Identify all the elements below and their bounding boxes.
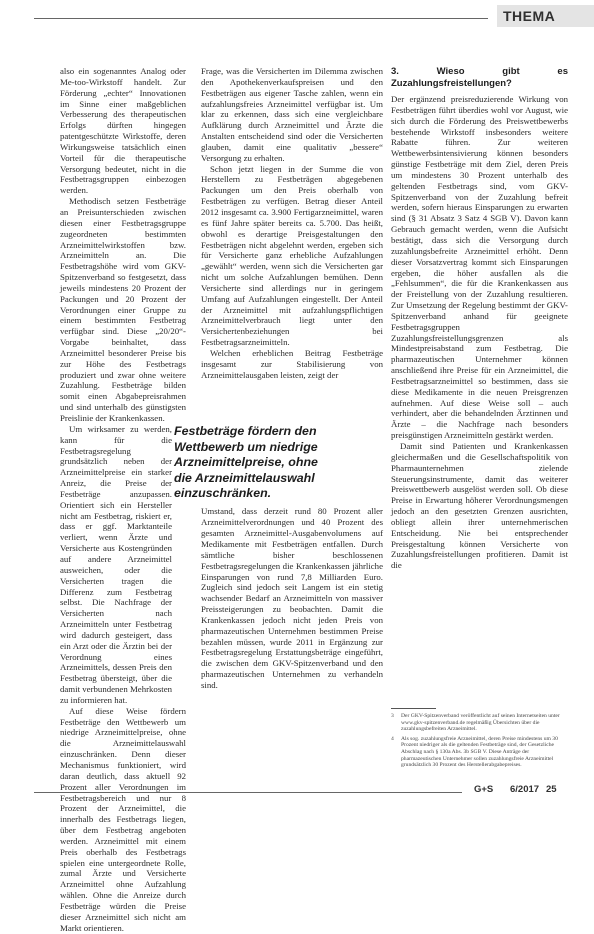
footnote-number: 3 xyxy=(391,713,394,719)
column-right xyxy=(391,66,568,571)
pull-quote: Festbeträge fördern den Wettbewerb um niedrige Arzneimittelpreise, ohne die Arzneimittelauswahl einzuschränken. xyxy=(174,424,318,500)
column-left xyxy=(60,66,186,934)
footnote-number: 4 xyxy=(391,735,394,742)
footnote-rule xyxy=(391,708,436,709)
paragraph: Frage, was die Versicherten im Dilemma zwischen den Apothekenverkaufspreisen und den Festbeträgen aus eigener Tasche zahlen, wenn ein aufzahlungsfreies Arzneimittel verfügbar ist. Um klar zu erkennen, dass sich eine vergleichbare Aufklärung durch Arzneimittel und Ärzte die Anstalten entscheidend sind oder die Versicherten glauben, damit eine qualitativ „bessere“ Versorgung zu erhalten. xyxy=(201,66,383,163)
footer-rule xyxy=(34,792,462,793)
footnote-text: Der GKV-Spitzenverband veröffentlicht auf seinen Internetseiten unter www.gkv-spitzenverband.de regelmäßig Übersichten über die zuzahlungsbefreiten Arzneimittel. xyxy=(401,713,560,733)
paragraph: Der ergänzend preisreduzierende Wirkung von Festbeträgen führt überdies wohl vor August, wie sich durch die Förderung des Preiswettbewerbs bestehende Wirkstoff insbesonders weitere Rabatte führen. Zur weiteren Wettbewerbsintensivierung können besonders günstige Festbeträge mit dem Ziel, deren Preis um mindestens 30 Prozent unterhalb des geltenden Festbetrags sind, vom GKV-Spitzenverband von der Zuzahlung befreit werden, sofern hieraus Einsparungen zu erwarten sind (§ 31 Absatz 3 Satz 4 SGB V). Davon kann Gebrauch gemacht werden, wenn die Aufsicht bestätigt, dass sich die Versorgung durch zuzahlungsbefreite Arzneimittel erhöht. Denn dieser Vorsatzvertrag kommt sich Einsparungen ergeben, die höher ausfallen als die „Fehlsummen“, die für die Krankenkassen aus der Freistellung von der Zuzahlung resultieren. Zur Umsetzung der Regelung bestimmt der GKV-Spitzenverband anhand für geeignete Festbetragsgruppen Zuzahlungsfreistellungsgrenzen als Mindestpreisabstand zum Festbetrag. Die pharmazeutischen Unternehmer können anschließend ihre Preise für ein Arzneimittel, die Festbetragsarzneimittel so bestimmen, dass sie diese Medikamente in die neuen Preisgrenzen aufnehmen. Auf diese Weise soll – auch verhindert, aber die behandelnden Ärztinnen und Ärzte – die Nachfrage nach besonders preisgünstigen Arzneimitteln gestärkt werden. xyxy=(391,94,568,441)
paragraph: Umstand, dass derzeit rund 80 Prozent aller Arzneimittelverordnungen und 40 Prozent des gesamten Arzneimittel-Ausgabenvolumens auf Medikamente mit Festbeträgen entfallen. Durch sämtliche bisher beschlossenen Festbetragsregelungen die Krankenkassen jährliche Einsparungen von rund 7,8 Milliarden Euro. Zugleich sind jedoch seit Langem ist ein stetig wachsender Bedarf an Arzneimitteln von massiver Preissteigerungen zu beobachten. Damit die Krankenkassen jedoch nicht jeden Preis von pharmazeutischen Unternehmen bestimmen Preise bezahlen müssen, wurde 2011 in Ergänzung zur Festbetragsregelung Erstattungsbeträge eingeführt, die zwischen dem GKV-Spitzenverband und den pharmazeutischen Unternehmen zu verhandeln sind. xyxy=(201,506,383,690)
journal-logo: G+S xyxy=(474,784,494,795)
column-middle xyxy=(201,66,383,691)
footnote xyxy=(391,713,568,733)
footnotes xyxy=(391,713,568,772)
footnote xyxy=(391,736,568,769)
paragraph: Um wirksamer zu werden, kann für die Festbetragsregelung grundsätzlich neben der Arzneimittelpreise ein starker Anreiz, die Preise der Festbeträge anzupassen. Orientiert sich ein Hersteller nicht am Festbetrag, riskiert er, dass er ggf. Marktanteile verliert, wenn Ärzte und Versicherte aus Kostengründen auf andere Arzneimittel ausweichen, oder die Versicherten tragen die Differenz zum Festbetrag selbst. Die Nachfrage der Versicherten nach Arzneimitteln unter Festbetrag wird dadurch gesteigert, dass ein Arzt oder die Ärztin bei der Verordnung eines Arzneimittels, dessen Preis den Festbetrag übersteigt, über die damit verbundenen Mehrkosten zu informieren hat. xyxy=(60,423,172,705)
header-rule xyxy=(34,18,488,19)
paragraph: Damit sind Patienten und Krankenkassen gleichermaßen und die Gesellschaftspolitik von Pharmaunternehmen zielende Steuerungsinstrumente, damit das weiterer Preiswettbewerb ausgelöst werden soll. Ob diese Preise in Erwartung höherer Verordnungsmengen jedoch an den gesetzten Grenzen ausrichten, obliegt allein ihrer unternehmerischen Entscheidung. Nie bei entsprechender Preisgestaltung können Versicherte von Zuzahlungsfreistellungen profitieren. Damit ist die xyxy=(391,441,568,571)
paragraph: Welchen erheblichen Beitrag Festbeträge insgesamt zur Stabilisierung von Arzneimittelausgaben leisten, zeigt der xyxy=(201,347,383,380)
footnote-text: Als sog. zuzahlungsfreie Arzneimittel, deren Preise mindestens um 30 Prozent niedriger als die geltenden Festbeträge sind, der Gesetzliche Abschlag nach § 130a Abs. 3b SGB V. Diese Anträge der pharmazeutischen Unternehmer sollen zuzahlungsfreie Arzneimittel grundsätzlich 30 Prozent des Herstellerabgabepreises. xyxy=(401,735,558,769)
section-heading: 3. Wieso gibt es Zuzahlungsfreistellungen? xyxy=(391,66,568,89)
paragraph: Methodisch setzen Festbeträge an Preisunterschieden zwischen diesen einer Festbetragsgruppe zugeordneten bestimmten Arzneimittelwirkstoffen bzw. Arzneimitteln an. Die Festbetragshöhe wird vom GKV-Spitzenverband so festgesetzt, dass jeweils mindestens 20 Prozent der Packungen und 20 Prozent der Verordnungen einer Gruppe zu einem bestimmten Festbetrag verfügbar sind. Diese „20/20“-Vorgabe beinhaltet, dass Arzneimittel besonderer Preise bis zur Höhe des Festbetrags produziert und zwar ohne weitere Zuzahlung. Festbeträge bilden somit einen Abgabepreisrahmen und sind unterhalb des günstigsten Preislinie der Krankenkassen. xyxy=(60,196,186,423)
page-number: 25 xyxy=(546,784,557,795)
paragraph: also ein sogenanntes Analog oder Me-too-Wirkstoff handelt. Zur Förderung „echter“ Innovationen im Sinne einer maßgeblichen Verbesserung des therapeutischen Erfolgs dürften hingegen patentgeschützte Wirkstoffe, deren Wirkungsweise tatsächlich einen Vorteil für die therapeutische Versorgung bedeutet, nicht in die Festbetragsgruppen einbezogen werden. xyxy=(60,66,186,196)
paragraph: Schon jetzt liegen in der Summe die von Herstellern zu Festbeträgen abgegebenen Packungen um den Preis oberhalb von Festbeträgen zu verfügen. Betrag dieser Anteil 2012 insgesamt ca. 3.900 Fertigarzneimittel, waren es fünf Jahre später bereits ca. 5.700. Das heißt, obwohl es derartige Preisgestaltungen den Festbeträgen nicht abgelehnt werden, ergeben sich für Versicherte ganz erhebliche Aufzahlungen „gewählt“ werden, wenn sich die Versicherten gar nicht um solche Aufzahlungen bemühen. Denn Versicherte sind allerdings nur in geringem Umfang auf Aufzahlungen eingestellt. Der Anteil der Arzneimittel mit aufzahlungspflichtigen Arzneimittelverbrauch liegt unter den Versichertenbeziehungen bei Festbetragsarzneimitteln. xyxy=(201,163,383,348)
issue-number: 6/2017 xyxy=(510,784,540,795)
paragraph: Auf diese Weise fördern Festbeträge den Wettbewerb um niedrige Arzneimittelpreise, ohne die Arzneimittelauswahl einzuschränken. Denn dieser Mechanismus funktioniert, wird daran deutlich, dass aktuell 92 Prozent aller Verordnungen im Festbetragsbereich und nur 8 Prozent der Arzneimittel, die innerhalb des Festbetrags liegen, über dem Festbetrag angeboten werden. Arzneimittel mit einem Preis oberhalb des Festbetrags spielen eine untergeordnete Rolle, zumal Ärzte und Versicherte Arzneimittel ohne Aufzahlung wählen. Ohne die Anreize durch Festbeträge würden die Preise dieser Arzneimittel sich nicht am Markt orientieren. xyxy=(60,705,186,933)
section-label: THEMA xyxy=(497,5,594,27)
